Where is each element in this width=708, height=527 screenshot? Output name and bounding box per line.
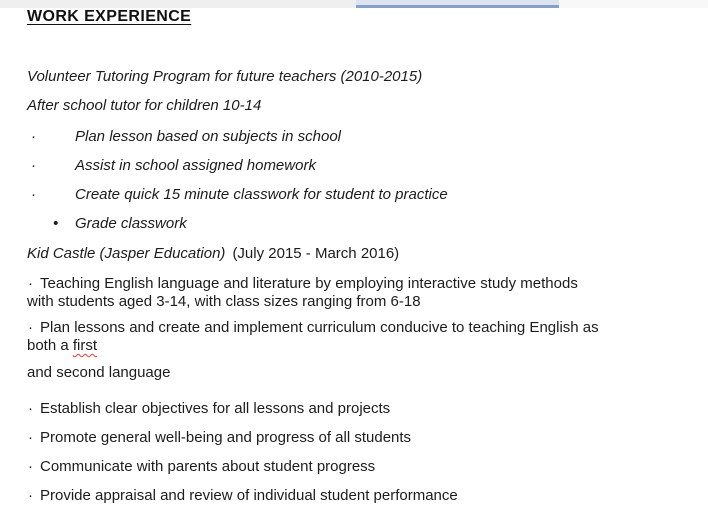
misspelled-word: first [72, 337, 98, 354]
bullet-marker: · [28, 487, 33, 504]
job1-title-line [0, 67, 708, 87]
top-gray-strip [0, 0, 356, 8]
job2-desc-line [0, 292, 708, 312]
bullet-marker: · [31, 186, 36, 203]
job1-role-line [0, 96, 708, 116]
job1-title: Volunteer Tutoring Program for future teachers (2010-2015) [27, 68, 423, 85]
job2-desc-line [0, 274, 708, 294]
job1-role: After school tutor for children 10-14 [27, 97, 262, 114]
job2-bullet-row [0, 399, 708, 419]
job1-bullet-row [0, 214, 708, 234]
bullet-text: Create quick 15 minute classwork for student to practice [75, 186, 448, 203]
bullet-text: Plan lesson based on subjects in school [75, 128, 342, 145]
job2-desc-line [0, 336, 708, 356]
bullet-text: Assist in school assigned homework [75, 157, 316, 174]
job2-company: Kid Castle (Jasper Education) [27, 245, 226, 262]
bullet-text: Promote general well-being and progress of all students [40, 429, 412, 446]
job2-desc-line [0, 363, 708, 383]
desc-text: Teaching English language and literature by employing interactive study methods [40, 275, 578, 292]
desc-text [27, 336, 97, 356]
bullet-marker: · [31, 128, 36, 145]
bullet-marker: · [28, 429, 33, 446]
job2-desc-line [0, 318, 708, 338]
top-light-strip [559, 0, 708, 8]
job2-bullet-row [0, 457, 708, 477]
bullet-text: Communicate with parents about student progress [40, 458, 376, 475]
job1-bullet-row [0, 156, 708, 176]
job2-bullet-row [0, 486, 708, 506]
desc-text: with students aged 3-14, with class sizes ranging from 6-18 [27, 293, 421, 310]
bullet-marker: · [28, 458, 33, 475]
work-experience-heading: WORK EXPERIENCE [27, 8, 192, 25]
bullet-disc-marker: • [53, 215, 59, 232]
desc-text: and second language [27, 364, 171, 381]
window-top-edge [0, 0, 708, 8]
bullet-text: Provide appraisal and review of individual student performance [40, 487, 458, 504]
bullet-marker: · [28, 275, 33, 292]
bullet-marker: · [28, 319, 33, 336]
bullet-text: Establish clear objectives for all lessons and projects [40, 400, 391, 417]
job2-title [27, 244, 399, 264]
desc-text: Plan lessons and create and implement curriculum conducive to teaching English as [40, 319, 599, 336]
job1-bullet-row [0, 185, 708, 205]
desc-text-prefix: both a [27, 337, 73, 354]
bullet-marker: · [28, 400, 33, 417]
job1-bullet-row [0, 127, 708, 147]
job2-title-line [0, 244, 708, 264]
job2-bullet-row [0, 428, 708, 448]
bullet-text: Grade classwork [75, 215, 187, 232]
top-blue-bar [356, 0, 559, 8]
job2-dates: (July 2015 - March 2016) [232, 245, 400, 262]
bullet-marker: · [31, 157, 36, 174]
